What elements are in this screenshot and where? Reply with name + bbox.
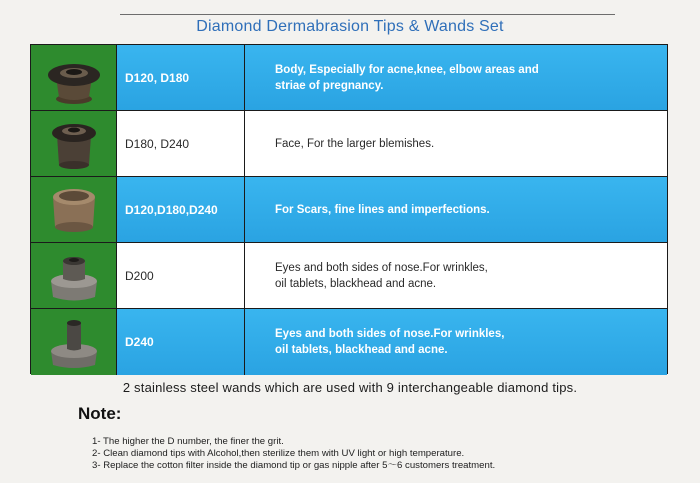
diamond-tip-icon (39, 115, 109, 173)
tip-description: Body, Especially for acne,knee, elbow areas and striae of pregnancy. (245, 45, 667, 110)
diamond-tip-icon (39, 313, 109, 371)
table-row (31, 243, 667, 309)
top-rule (120, 14, 615, 15)
tips-table (30, 44, 668, 374)
tip-image (31, 111, 117, 176)
tip-code: D120, D180 (117, 45, 245, 110)
table-row (31, 177, 667, 243)
tip-image (31, 243, 117, 308)
tip-image (31, 45, 117, 110)
note-item: 1- The higher the D number, the finer the grit. (92, 436, 284, 447)
tip-description: Eyes and both sides of nose.For wrinkles, oil tablets, blackhead and acne. (245, 309, 667, 375)
diamond-tip-icon (39, 49, 109, 107)
page-title: Diamond Dermabrasion Tips & Wands Set (196, 18, 504, 35)
note-item: 3- Replace the cotton filter inside the diamond tip or gas nipple after 5～6 customers treatment. (92, 460, 496, 471)
tip-code: D200 (117, 243, 245, 308)
tip-image (31, 309, 117, 375)
wands-text: 2 stainless steel wands which are used with 9 interchangeable diamond tips. (122, 380, 578, 395)
diamond-tip-icon (39, 181, 109, 239)
tip-description: Face, For the larger blemishes. (245, 111, 667, 176)
tip-code: D240 (117, 309, 245, 375)
tip-description: Eyes and both sides of nose.For wrinkles, oil tablets, blackhead and acne. (245, 243, 667, 308)
diamond-tip-icon (39, 247, 109, 305)
note-title: Note: (78, 404, 122, 423)
tip-code: D180, D240 (117, 111, 245, 176)
table-row (31, 45, 667, 111)
table-row (31, 309, 667, 375)
table-row (31, 111, 667, 177)
note-list (92, 436, 495, 472)
note-item: 2- Clean diamond tips with Alcohol,then sterilize them with UV light or high temperature. (92, 448, 465, 459)
tip-description: For Scars, fine lines and imperfections. (245, 177, 667, 242)
tip-image (31, 177, 117, 242)
tip-code: D120,D180,D240 (117, 177, 245, 242)
